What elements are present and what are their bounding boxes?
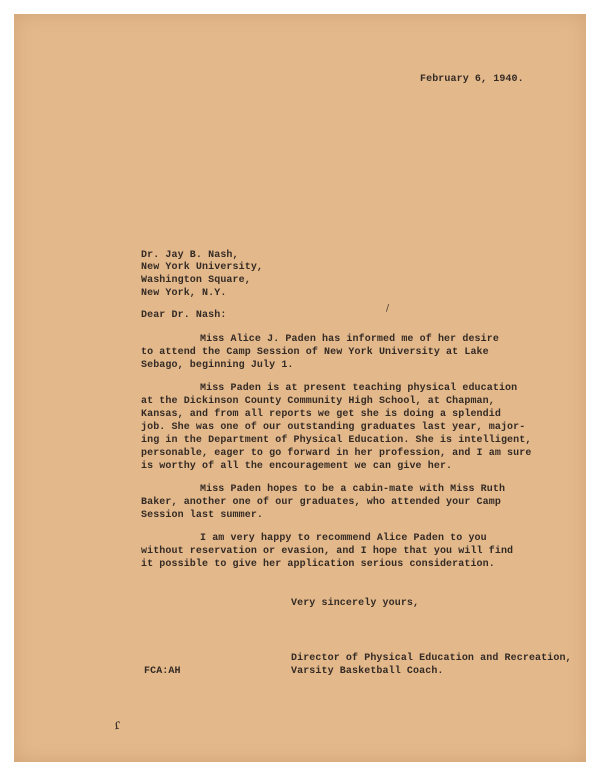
paragraph1-line: Sebago, beginning July 1. bbox=[141, 360, 294, 371]
paragraph1-line: to attend the Camp Session of New York University at Lake bbox=[141, 347, 489, 358]
paragraph4-line: it possible to give her application serious consideration. bbox=[141, 559, 495, 570]
paragraph2-line: personable, eager to go forward in her profession, and I am sure bbox=[141, 448, 532, 459]
paragraph2-line: Miss Paden is at present teaching physical education bbox=[200, 383, 518, 394]
paragraph3-line: Baker, another one of our graduates, who attended your Camp bbox=[141, 497, 501, 508]
stray-pen-mark: / bbox=[386, 304, 390, 314]
paragraph4-line: I am very happy to recommend Alice Paden to you bbox=[200, 533, 487, 544]
paragraph2-line: job. She was one of our outstanding graduates last year, major- bbox=[141, 422, 526, 433]
recipient-institution: New York University, bbox=[141, 262, 264, 273]
recipient-city: New York, N.Y. bbox=[141, 288, 227, 299]
signature-title: Director of Physical Education and Recreation, bbox=[291, 653, 572, 664]
recipient-street: Washington Square, bbox=[141, 275, 251, 286]
closing: Very sincerely yours, bbox=[291, 598, 420, 609]
paragraph2-line: Kansas, and from all reports we get she is doing a splendid bbox=[141, 409, 501, 420]
paragraph3-line: Miss Paden hopes to be a cabin-mate with Miss Ruth bbox=[200, 484, 506, 495]
letter-page bbox=[14, 14, 586, 762]
paragraph4-line: without reservation or evasion, and I hope that you will find bbox=[141, 546, 514, 557]
paragraph2-line: is worthy of all the encouragement we can give her. bbox=[141, 461, 453, 472]
salutation: Dear Dr. Nash: bbox=[141, 310, 227, 321]
letter-date: February 6, 1940. bbox=[420, 74, 524, 85]
recipient-name: Dr. Jay B. Nash, bbox=[141, 250, 239, 261]
paragraph2-line: at the Dickinson County Community High School, at Chapman, bbox=[141, 396, 495, 407]
pencil-mark: ɾ bbox=[112, 716, 122, 734]
paragraph3-line: Session last summer. bbox=[141, 510, 264, 521]
paragraph1-line: Miss Alice J. Paden has informed me of her desire bbox=[200, 334, 499, 345]
paragraph2-line: ing in the Department of Physical Education. She is intelligent, bbox=[141, 435, 532, 446]
signature-title: Varsity Basketball Coach. bbox=[291, 666, 444, 677]
typist-initials: FCA:AH bbox=[144, 666, 181, 677]
